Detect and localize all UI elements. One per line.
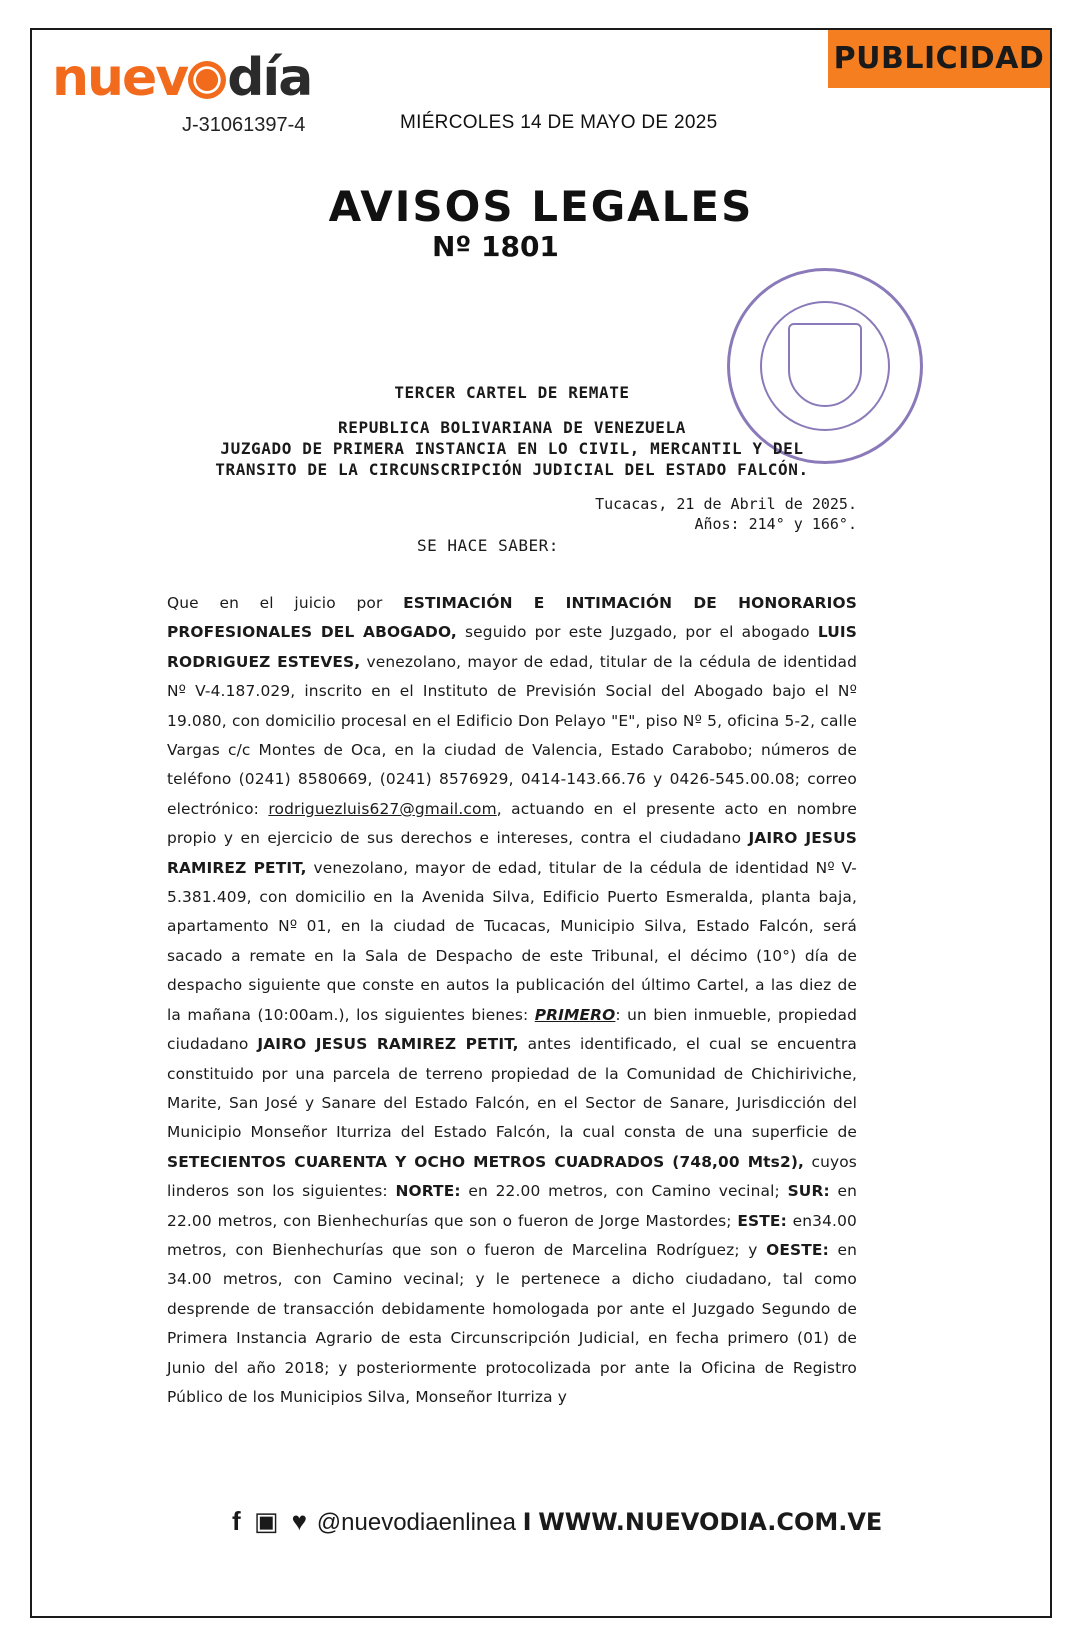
defendant-name: JAIRO JESUS RAMIREZ PETIT, [167, 829, 857, 877]
surface-area: SETECIENTOS CUARENTA Y OCHO METROS CUADRADOS (748,00 Mts2), [167, 1152, 805, 1171]
logo-text-part1: nuev [52, 48, 188, 108]
body-text-11: en34.00 metros, con Bienhechurías que son o fueron de Marcelina Rodríguez; y [167, 1211, 857, 1259]
primero-label: PRIMERO [534, 1005, 616, 1024]
body-text-7: antes identificado, el cual se encuentra constituido por una parcela de terreno propiedad de la Comunidad de Chichiriviche, Marite, San José y Sanare del Estado Falcón, en el Sector de Sanare, Jurisdicción del Municipio Monseñor Iturriza del Estado Falcón, la cual consta de una superficie de [167, 1035, 857, 1142]
logo-text-part2: día [227, 48, 312, 108]
social-icons[interactable]: f ▣ ♥ [232, 1506, 311, 1536]
sur-label: SUR: [787, 1182, 830, 1201]
body-text-4: , actuando en el presente acto en nombre propio y en ejercicio de sus derechos e intereses, contra el ciudadano [167, 799, 857, 848]
court-line-1: REPUBLICA BOLIVARIANA DE VENEZUELA [338, 418, 686, 437]
body-text-10: en 22.00 metros, con Bienhechurías que son o fueron de Jorge Mastordes; [167, 1182, 857, 1230]
legal-notice [167, 382, 857, 1412]
nuevodia-logo [52, 48, 312, 108]
email-link[interactable]: rodriguezluis627@gmail.com [268, 799, 497, 818]
notice-body [167, 589, 857, 1412]
body-text-5: venezolano, mayor de edad, titular de la cédula de identidad Nº V-5.381.409, con domicilio en la Avenida Silva, Edificio Puerto Esmeralda, planta baja, apartamento Nº 01, en la ciudad de Tucacas, Municipio Silva, Estado Falcón, será sacado a remate en la Sala de Despacho de este Tribunal, el décimo (10°) día de despacho siguiente que conste en autos la publicación del último Cartel, a las diez de la mañana (10:00am.), los siguientes bienes: [167, 858, 857, 1024]
body-text-9: en 22.00 metros, con Camino vecinal; [460, 1182, 788, 1201]
publication-date: MIÉRCOLES 14 DE MAYO DE 2025 [400, 112, 718, 133]
notice-heading: TERCER CARTEL DE REMATE [394, 383, 630, 402]
oeste-label: OESTE: [766, 1240, 829, 1259]
place-date-text: Tucacas, 21 de Abril de 2025. [595, 495, 857, 513]
edition-number: Nº 1801 [432, 230, 559, 263]
years-text: Años: 214° y 166°. [694, 515, 857, 533]
body-text-12: en 34.00 metros, con Camino vecinal; y le pertenece a dicho ciudadano, tal como desprende de transacción debidamente homologada por ante el Juzgado Segundo de Primera Instancia Agrario de esta Circunscripción Judicial, en fecha primero (01) de Junio del año 2018; y posteriormente protocolizada por ante la Oficina de Registro Público de los Municipios Silva, Monseñor Iturriza y [167, 1240, 857, 1406]
plaintiff-name: LUIS RODRIGUEZ ESTEVES, [167, 623, 858, 671]
body-text-1: Que en el juicio por [167, 594, 404, 612]
newspaper-page [30, 28, 1052, 1618]
se-hace-saber: SE HACE SABER: [417, 536, 559, 555]
social-handle[interactable]: @nuevodiaenlinea [316, 1509, 516, 1536]
este-label: ESTE: [737, 1211, 787, 1230]
case-type: ESTIMACIÓN E INTIMACIÓN DE HONORARIOS PROFESIONALES DEL ABOGADO, [167, 594, 858, 642]
rif-number: J-31061397-4 [182, 114, 306, 136]
court-line-2: JUZGADO DE PRIMERA INSTANCIA EN LO CIVIL, MERCANTIL Y DEL [220, 439, 804, 458]
section-title: AVISOS LEGALES [328, 182, 754, 231]
court-line-3: TRANSITO DE LA CIRCUNSCRIPCIÓN JUDICIAL DEL ESTADO FALCÓN. [215, 460, 809, 479]
publicidad-badge: PUBLICIDAD [828, 30, 1050, 88]
place-date [167, 494, 857, 534]
footer-separator: I [522, 1508, 532, 1536]
footer [232, 1506, 883, 1537]
body-text-8: cuyos linderos son los siguientes: [167, 1152, 857, 1201]
body-text-6: : un bien inmueble, propiedad ciudadano [167, 1005, 857, 1054]
body-text-3: venezolano, mayor de edad, titular de la cédula de identidad Nº V-4.187.029, inscrito en el Instituto de Previsión Social del Abogado bajo el Nº 19.080, con domicilio procesal en el Edificio Don Pelayo "E", piso Nº 5, oficina 5-2, calle Vargas c/c Montes de Oca, en la ciudad de Valencia, Estado Carabobo; números de teléfono (0241) 8580669, (0241) 8576929, 0414-143.66.76 y 0426-545.00.08; correo electrónico: [167, 652, 857, 818]
norte-label: NORTE: [395, 1182, 461, 1201]
body-text-2: seguido por este Juzgado, por el abogado [456, 623, 818, 642]
website-link[interactable]: WWW.NUEVODIA.COM.VE [538, 1508, 883, 1536]
owner-name: JAIRO JESUS RAMIREZ PETIT, [257, 1035, 519, 1054]
sun-icon [188, 61, 226, 99]
